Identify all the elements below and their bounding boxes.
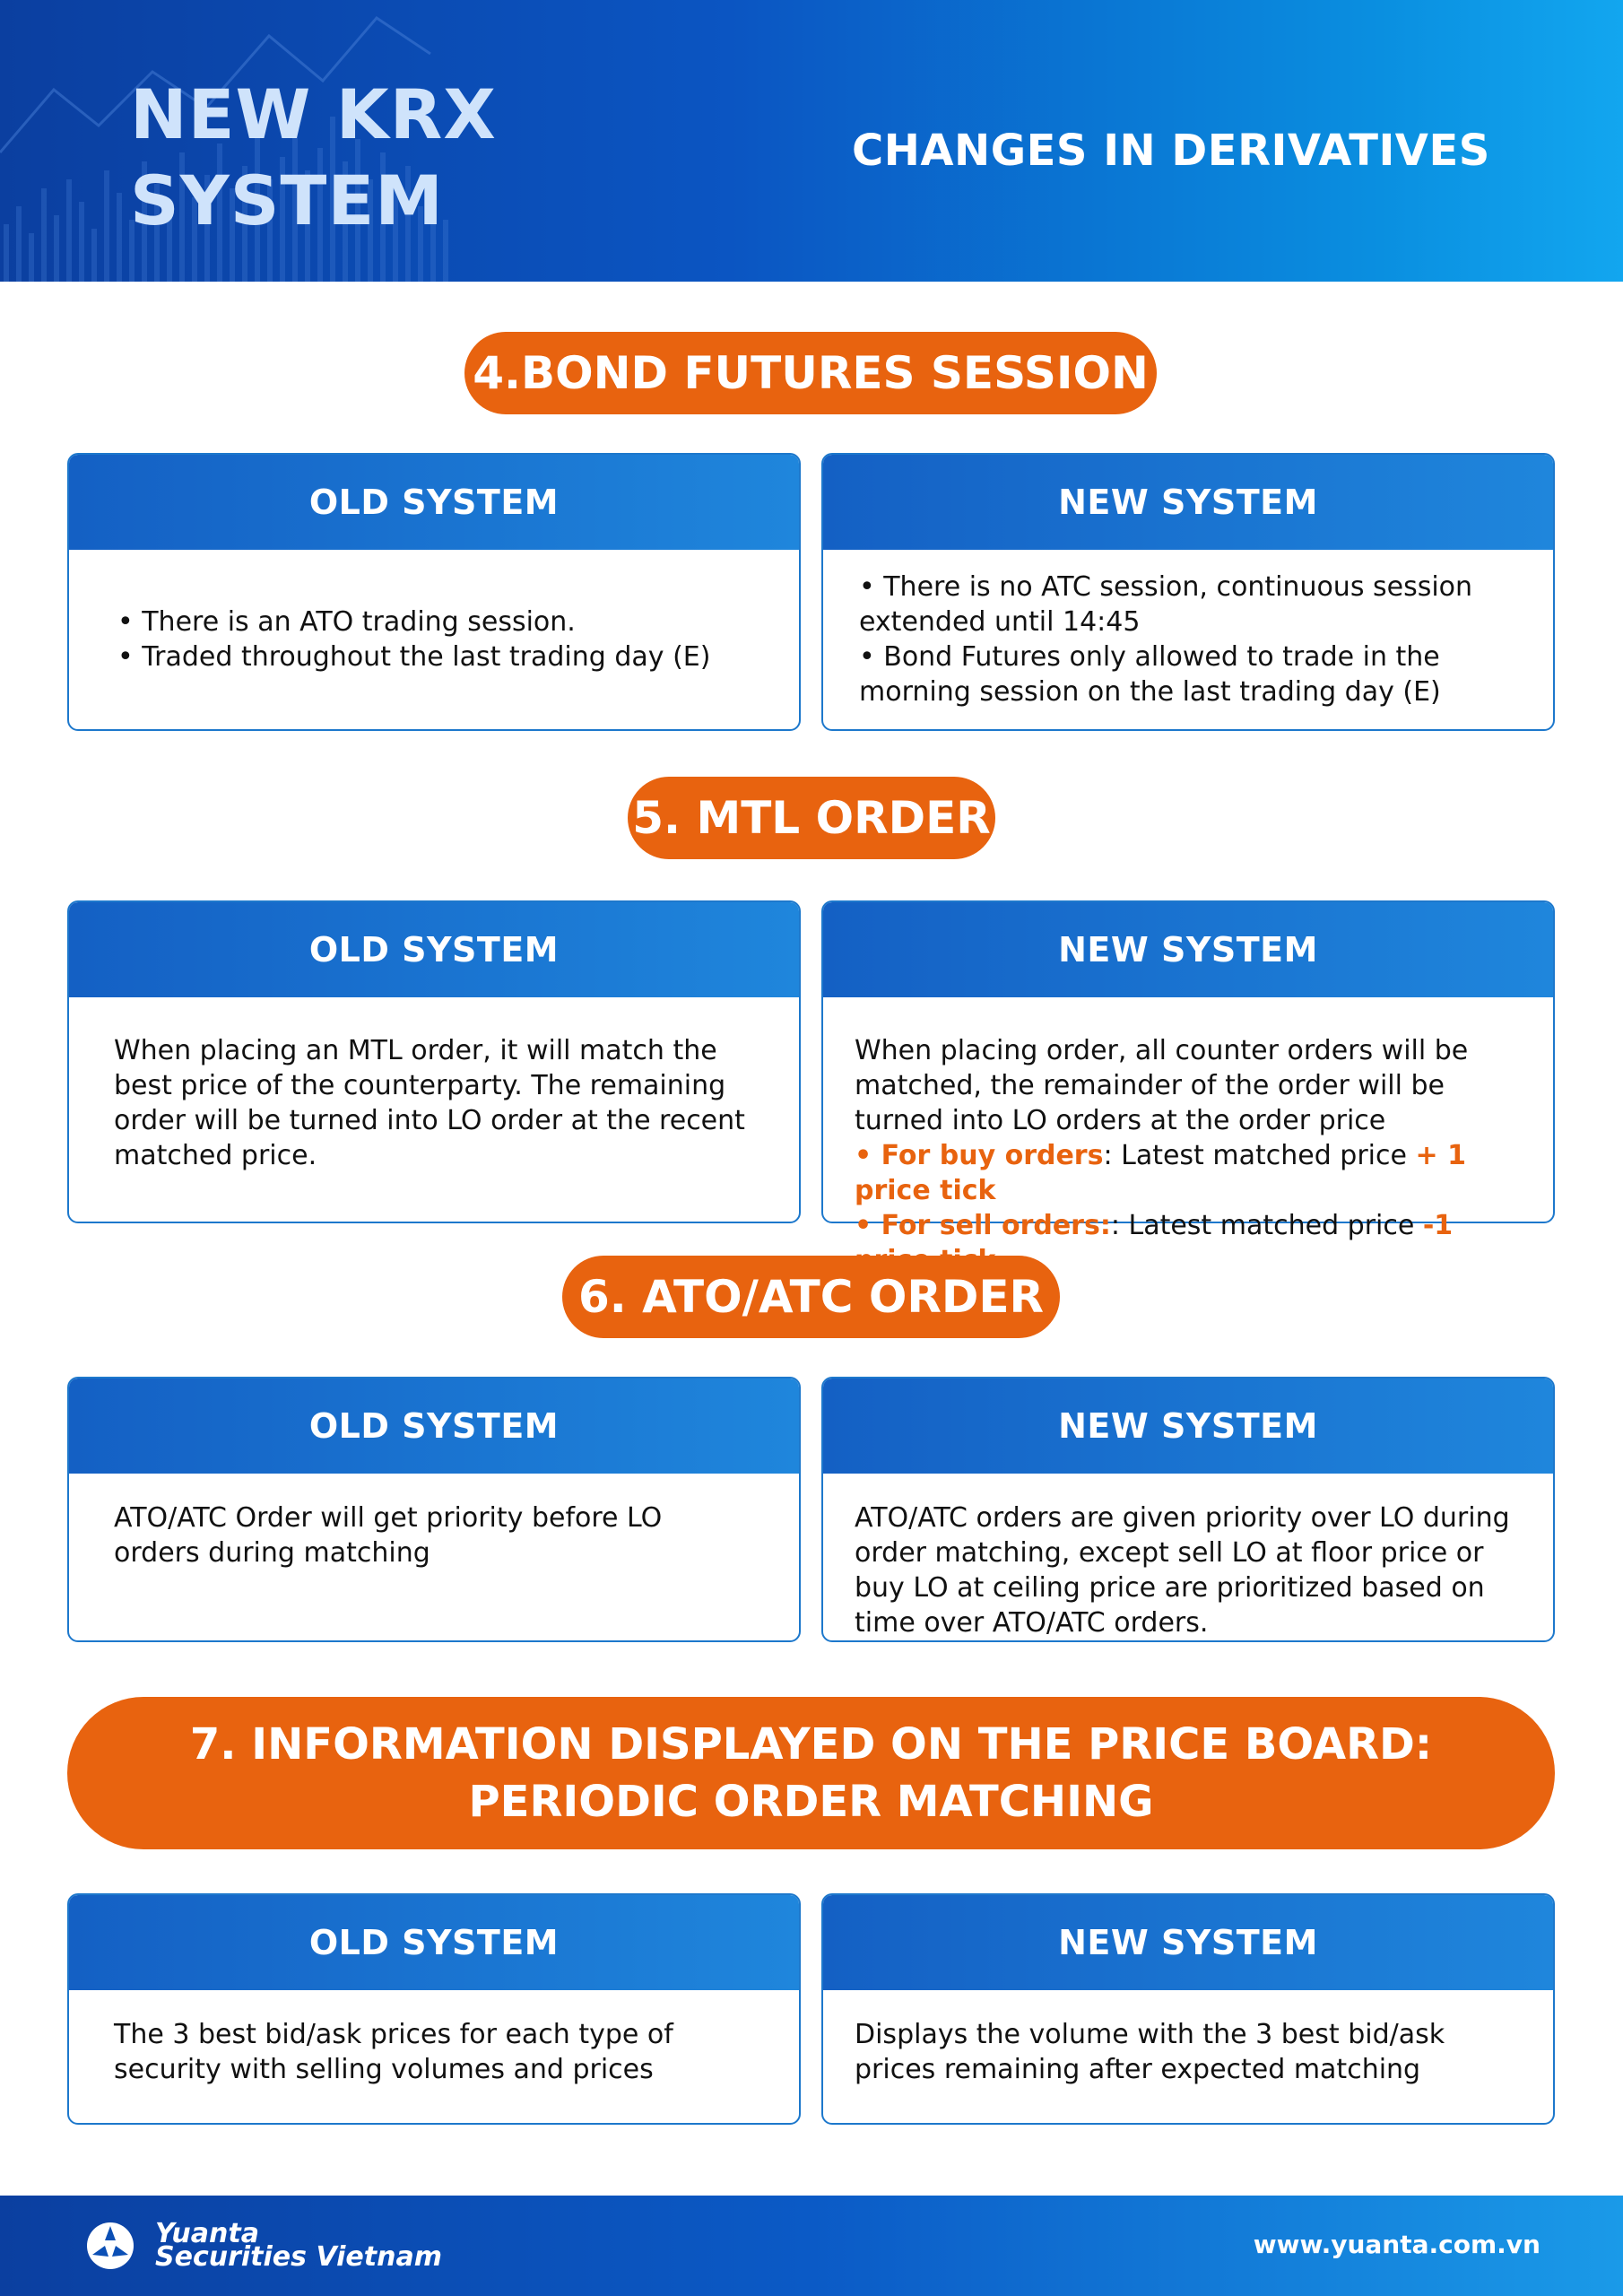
new-system-content [823,550,1553,729]
section-title-price-board: 7. INFORMATION DISPLAYED ON THE PRICE BOARD: PERIODIC ORDER MATCHING [67,1697,1555,1849]
section-title-ato-atc-order: 6. ATO/ATC ORDER [562,1256,1060,1338]
sell-order-tick: -1 [1422,1210,1454,1241]
new-system-content [823,1990,1553,2123]
description-text: ATO/ATC Order will get priority before LO orders during matching [114,1502,663,1569]
new-system-heading: NEW SYSTEM [823,902,1553,997]
description-text: The 3 best bid/ask prices for each type of security with selling volumes and prices [114,2019,673,2085]
new-system-card-bond-futures [821,453,1555,731]
new-system-card-mtl [821,900,1555,1241]
company-name: Yuanta Securities Vietnam [155,2218,442,2273]
description-text: When placing an MTL order, it will match the best price of the counterparty. The remaining order will be turned into LO order at the recent matched price. [114,1035,745,1171]
new-system-content [823,997,1553,1241]
old-system-content [69,997,799,1222]
section-title-bond-futures: 4.BOND FUTURES SESSION [464,332,1157,414]
old-system-card-mtl [67,900,801,1223]
buy-order-rule [855,1138,1526,1208]
buy-order-text: : Latest matched price [1103,1140,1416,1171]
new-system-card-price-board [821,1893,1555,2125]
old-system-content [69,1990,799,2123]
bullet-item: • There is no ATC session, continuous session extended until 14:45 [859,571,1473,638]
new-system-content [823,1474,1553,1640]
page-subtitle: CHANGES IN DERIVATIVES [852,126,1490,176]
header-banner [0,0,1623,282]
old-system-heading: OLD SYSTEM [69,1895,799,1990]
old-system-heading: OLD SYSTEM [69,455,799,550]
sell-order-text: : Latest matched price [1110,1210,1423,1241]
buy-order-tick: + 1 price tick [855,1140,1466,1206]
footer-bar [0,2196,1623,2296]
bullet-item: • There is an ATO trading session. [117,606,576,638]
new-system-heading: NEW SYSTEM [823,455,1553,550]
new-system-heading: NEW SYSTEM [823,1895,1553,1990]
description-text: When placing order, all counter orders will be matched, the remainder of the order will be turned into LO orders at the order price [855,1035,1469,1136]
sell-order-label: • For sell orders: [855,1210,1111,1241]
section-title-mtl-order: 5. MTL ORDER [628,777,995,859]
website-link[interactable]: www.yuanta.com.vn [1253,2230,1541,2259]
bullet-item: • Bond Futures only allowed to trade in the morning session on the last trading day (E) [859,641,1441,708]
old-system-content [69,1474,799,1640]
company-logo [85,2218,442,2273]
yuanta-logo-icon [85,2221,135,2271]
old-system-card-price-board [67,1893,801,2125]
page-title: NEW KRX SYSTEM [130,74,497,240]
old-system-card-ato-atc [67,1377,801,1642]
old-system-card-bond-futures [67,453,801,731]
new-system-heading: NEW SYSTEM [823,1378,1553,1474]
new-system-card-ato-atc [821,1377,1555,1642]
buy-order-label: • For buy orders [855,1140,1104,1171]
old-system-heading: OLD SYSTEM [69,1378,799,1474]
old-system-content [69,550,799,729]
description-text: Displays the volume with the 3 best bid/ask prices remaining after expected matching [855,2019,1445,2085]
bullet-item: • Traded throughout the last trading day (E) [117,641,711,673]
description-text: ATO/ATC orders are given priority over LO during order matching, except sell LO at floor price or buy LO at ceiling price are prioritized based on time over ATO/ATC orders. [855,1502,1510,1639]
old-system-heading: OLD SYSTEM [69,902,799,997]
